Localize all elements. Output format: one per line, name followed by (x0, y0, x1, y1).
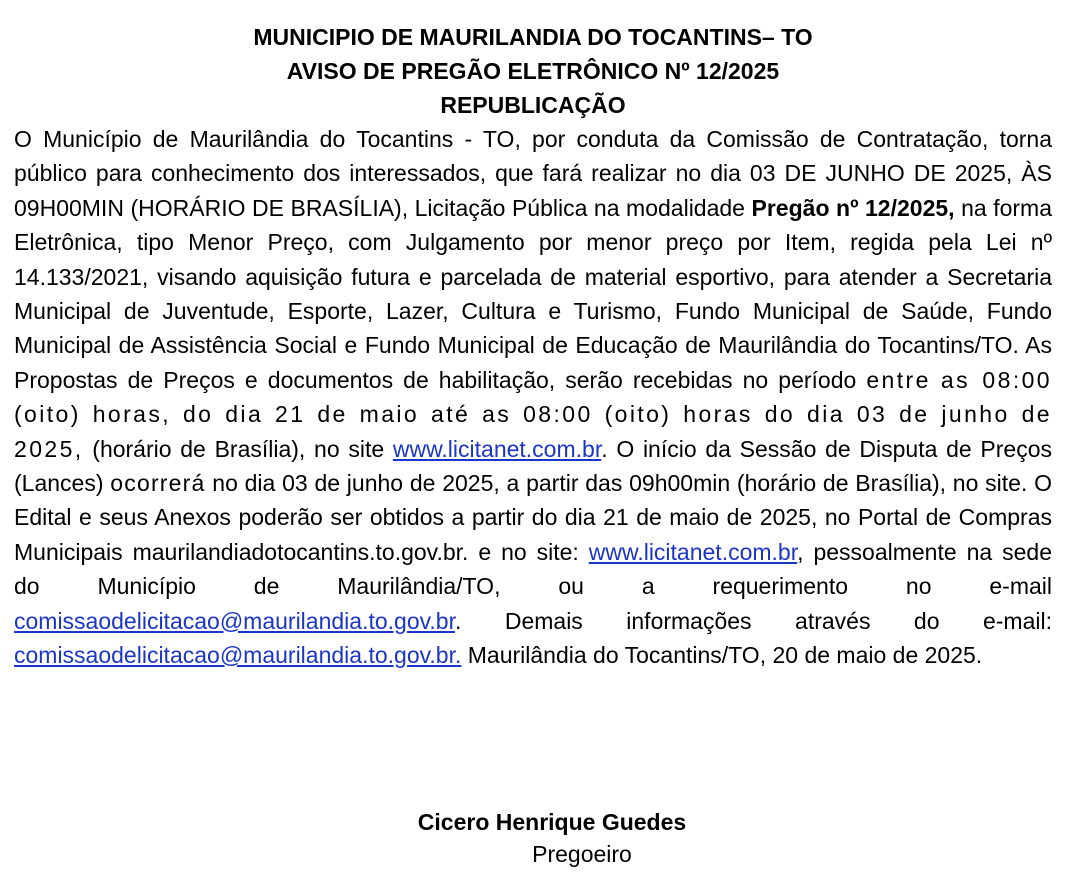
licitanet-link-1[interactable]: www.licitanet.com.br (392, 435, 602, 462)
notice-text-more-info: . Demais informações através do e-mail: (454, 607, 1052, 634)
notice-text-request: , pessoalmente na sede do Município de Maurilândia/TO, ou a requerimento no e-mail (14, 538, 1053, 600)
header-municipality: MUNICIPIO DE MAURILANDIA DO TOCANTINS– TO (253, 24, 813, 50)
notice-text-date: Maurilândia do Tocantins/TO, 20 de maio de 2025. (461, 642, 983, 669)
notice-text-session: . O início da Sessão de Disputa de Preços (Lances) (14, 435, 1052, 497)
header-republication: REPUBLICAÇÃO (440, 92, 626, 118)
notice-body (14, 122, 1052, 673)
notice-text-intro: O Município de Maurilândia do Tocantins - TO, por conduta da Comissão de Contratação, torna público para conhecimento dos interessados, que fará realizar no dia 03 DE JUNHO DE 2025, ÀS 09H00MIN (HORÁRIO DE BRASÍLIA), Licitação Pública na modalidade (14, 126, 1052, 221)
signatory-role: Pregoeiro (532, 841, 632, 867)
notice-pregao-number: Pregão nº 12/2025, (751, 194, 955, 221)
email-link-2[interactable]: comissaodelicitacao@maurilandia.to.gov.br. (14, 642, 462, 669)
signatory-name: Cicero Henrique Guedes (417, 809, 687, 835)
notice-text-entre: entre (866, 366, 931, 393)
licitanet-link-2[interactable]: www.licitanet.com.br (588, 538, 798, 565)
signature-block (0, 806, 1068, 870)
notice-text-period: as 08:00 (oito) horas, do dia 21 de maio até as 08:00 (oito) horas do dia 03 de junho de 2025, (14, 366, 1052, 462)
email-link-1[interactable]: comissaodelicitacao@maurilandia.to.gov.br (14, 607, 455, 634)
header-notice-title: AVISO DE PREGÃO ELETRÔNICO Nº 12/2025 (286, 58, 780, 84)
notice-text-scope: na forma Eletrônica, tipo Menor Preço, com Julgamento por menor preço por Item, regida pela Lei nº 14.133/2021, visando aquisição futura e parcelada de material esportivo, para atender a Secretaria Municipal de Juventude, Esporte, Lazer, Cultura e Turismo, Fundo Municipal de Saúde, Fundo Municipal de Assistência Social e Fundo Municipal de Educação de Maurilândia do Tocantins/TO. As Propostas de Preços e documentos de habilitação, serão recebidas no período (14, 194, 1052, 393)
notice-text-edital: no dia 03 de junho de 2025, a partir das 09h00min (horário de Brasília), no site. O Edital e seus Anexos poderão ser obtidos a partir do dia 21 de maio de 2025, no Portal de Compras Municipais maurilandiadotocantins.to.gov.br. e no site: (14, 470, 1052, 565)
notice-text-ocorrera: ocorrerá (110, 470, 206, 497)
notice-text-timezone: (horário de Brasília), no site (83, 435, 393, 462)
